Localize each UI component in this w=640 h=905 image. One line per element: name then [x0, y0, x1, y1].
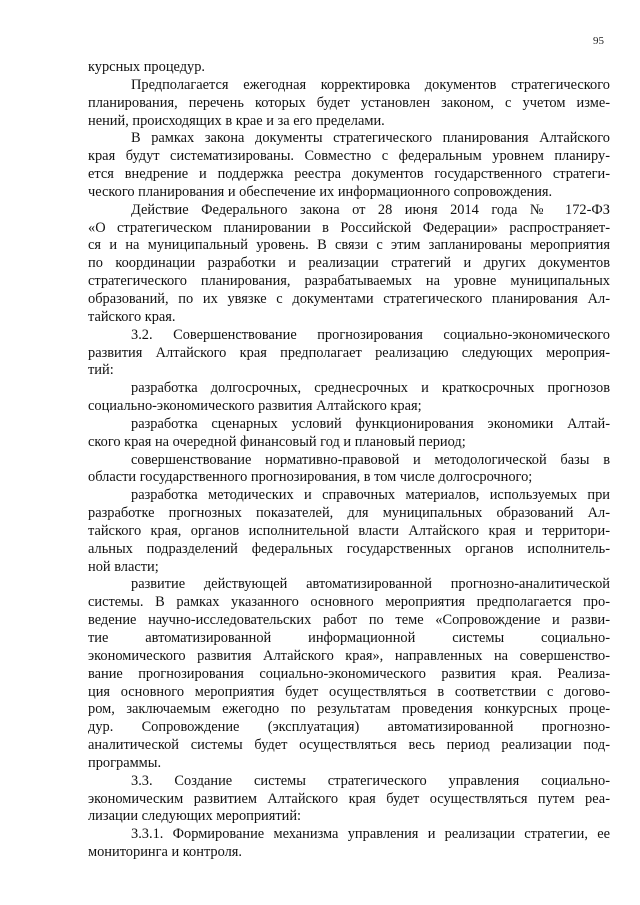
text-line: ция основного мероприятия будет осуществляться в соответствии с догово-	[88, 683, 610, 700]
text-line: экономического развития Алтайского края», направленных на совершенство-	[88, 647, 610, 664]
text-line: аналитической системы будет осуществляться весь период реализации под-	[88, 737, 610, 754]
text-line: ется внедрение и поддержка реестра документов государственного стратеги-	[88, 166, 610, 183]
text-line: системы. В рамках указанного основного мероприятия предполагается про-	[88, 594, 610, 611]
text-line: ведение научно-исследовательских работ по теме «Сопровождение и разви-	[88, 612, 610, 629]
text-line: мониторинга и контроля.	[88, 844, 243, 861]
text-line: Действие Федерального закона от 28 июня 2014 года № 172-ФЗ	[131, 201, 610, 218]
text-line: программы.	[88, 754, 162, 771]
text-line: Предполагается ежегодная корректировка документов стратегического	[131, 76, 610, 93]
text-line: области государственного прогнозирования, в том числе долгосрочного;	[88, 469, 533, 486]
text-line: 3.3.1. Формирование механизма управления и реализации стратегии, ее	[131, 826, 610, 843]
text-line: тие автоматизированной информационной системы социально-	[88, 630, 610, 646]
text-line: стратегического планирования, разрабатываемых на уровне муниципальных	[88, 273, 610, 290]
text-line: ческого планирования и обеспечение их информационного сопровождения.	[88, 183, 553, 200]
text-line: края будут систематизированы. Совместно с федеральным уровнем планиру-	[88, 148, 610, 165]
text-line: экономическим развитием Алтайского края будет осуществляться путем реа-	[88, 790, 610, 807]
text-line: тайского края, органов исполнительной власти Алтайского края и территори-	[88, 522, 610, 539]
text-line: развития Алтайского края предполагает реализацию следующих мероприя-	[88, 344, 610, 361]
text-line: 3.3. Создание системы стратегического управления социально-	[131, 772, 610, 789]
text-line: по координации разработки и реализации стратегий и других документов	[88, 255, 610, 272]
text-line: тайского края.	[88, 308, 176, 325]
page-number: 95	[593, 35, 604, 47]
text-line: В рамках закона документы стратегического планирования Алтайского	[131, 130, 610, 147]
text-line: разработка сценарных условий функционирования экономики Алтай-	[131, 415, 610, 432]
text-line: дур. Сопровождение (эксплуатация) автоматизированной прогнозно-	[88, 719, 610, 736]
body-text	[88, 59, 610, 862]
text-line: лизации следующих мероприятий:	[88, 808, 302, 825]
text-line: развитие действующей автоматизированной прогнозно-аналитической	[131, 576, 610, 593]
text-line: «О стратегическом планировании в Российской Федерации» распространяет-	[88, 219, 610, 236]
text-line: социально-экономического развития Алтайского края;	[88, 398, 422, 415]
text-line: вание прогнозирования социально-экономического развития края. Реализа-	[88, 665, 610, 682]
text-line: планирования, перечень которых будет установлен законом, с учетом изме-	[88, 94, 610, 111]
text-line: тий:	[88, 362, 114, 379]
text-line: разработка долгосрочных, среднесрочных и краткосрочных прогнозов	[131, 380, 610, 397]
text-line: ной власти;	[88, 558, 159, 575]
text-line: нений, происходящих в крае и за его пределами.	[88, 112, 385, 129]
text-line: курсных процедур.	[88, 59, 206, 75]
text-line: разработке прогнозных показателей, для муниципальных образований Ал-	[88, 505, 610, 522]
text-line: образований, по их увязке с документами стратегического планирования Ал-	[88, 290, 610, 307]
text-line: ского края на очередной финансовый год и плановый период;	[88, 433, 466, 450]
text-line: ром, заключаемым ежегодно по результатам проведения конкурсных проце-	[88, 701, 610, 718]
text-line: совершенствование нормативно-правовой и методологической базы в	[131, 451, 610, 468]
text-line: ся и на муниципальный уровень. В связи с этим запланированы мероприятия	[88, 237, 610, 254]
text-line: 3.2. Совершенствование прогнозирования социально-экономического	[131, 326, 610, 343]
text-line: разработка методических и справочных материалов, используемых при	[131, 487, 610, 504]
text-line: альных подразделений федеральных государственных органов исполнитель-	[88, 540, 610, 557]
